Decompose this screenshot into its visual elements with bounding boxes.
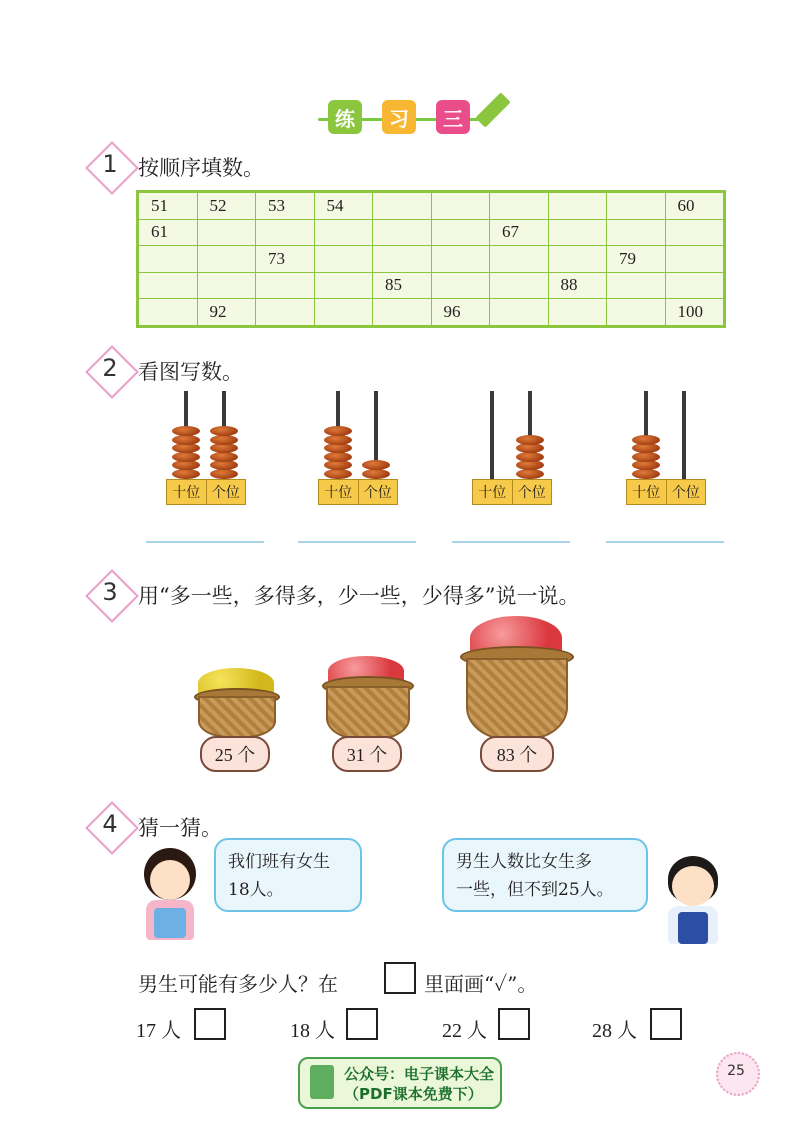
grid-cell-blank[interactable] xyxy=(197,272,256,299)
section-3-number: 3 xyxy=(102,578,118,606)
boy-speech-line-1: 男生人数比女生多 xyxy=(456,852,592,872)
ones-bead xyxy=(362,460,390,470)
section-2-marker xyxy=(90,350,130,390)
girl-apron xyxy=(154,908,186,938)
question-text-b: 里面画“✓”。 xyxy=(424,972,538,996)
tens-bead xyxy=(324,460,352,470)
grid-cell-filled: 100 xyxy=(665,299,724,326)
ones-bead xyxy=(516,469,544,479)
boy-speech-bubble xyxy=(442,838,648,912)
grid-cell-blank[interactable] xyxy=(431,272,490,299)
grid-cell-blank[interactable] xyxy=(256,219,315,246)
ones-bead xyxy=(516,452,544,462)
section-1-instruction: 按顺序填数。 xyxy=(138,156,264,180)
grid-cell-blank[interactable] xyxy=(431,193,490,220)
grid-cell-filled: 92 xyxy=(197,299,256,326)
girl-speech-bubble xyxy=(214,838,362,912)
tens-bead xyxy=(632,460,660,470)
option-label-1: 17 人 xyxy=(136,1020,181,1042)
option-checkbox-3[interactable] xyxy=(498,1008,530,1040)
grid-cell-blank[interactable] xyxy=(314,219,373,246)
grid-row xyxy=(139,299,724,326)
grid-cell-filled: 53 xyxy=(256,193,315,220)
page-number: 25 xyxy=(727,1063,745,1079)
basket-body xyxy=(466,658,568,740)
ones-place-label: 个位 xyxy=(671,485,700,501)
tens-bead xyxy=(172,426,200,436)
boy-speech-line-2: 一些，但不到25人。 xyxy=(456,880,614,900)
ones-bead xyxy=(362,469,390,479)
grid-cell-filled: 96 xyxy=(431,299,490,326)
book-icon xyxy=(310,1065,334,1099)
grid-cell-filled: 85 xyxy=(373,272,432,299)
tens-bead xyxy=(632,443,660,453)
grid-cell-filled: 73 xyxy=(256,246,315,273)
grid-cell-blank[interactable] xyxy=(665,246,724,273)
grid-cell-blank[interactable] xyxy=(373,219,432,246)
section-3-marker xyxy=(90,574,130,614)
tens-bead xyxy=(632,435,660,445)
grid-cell-filled: 52 xyxy=(197,193,256,220)
grid-cell-filled: 67 xyxy=(490,219,549,246)
ones-bead xyxy=(210,452,238,462)
grid-cell-blank[interactable] xyxy=(139,272,198,299)
pencil-icon xyxy=(475,92,510,127)
grid-cell-blank[interactable] xyxy=(665,272,724,299)
grid-cell-filled: 60 xyxy=(665,193,724,220)
option-checkbox-1[interactable] xyxy=(194,1008,226,1040)
grid-cell-blank[interactable] xyxy=(548,299,607,326)
footer-line-2: （PDF课本免费下） xyxy=(344,1085,483,1103)
grid-cell-blank[interactable] xyxy=(431,219,490,246)
grid-cell-blank[interactable] xyxy=(607,272,666,299)
section-2-instruction: 看图写数。 xyxy=(138,360,243,384)
grid-row xyxy=(139,219,724,246)
number-grid-table xyxy=(138,192,724,326)
basket-count-3: 83 个 xyxy=(480,736,554,772)
title-char-2: 习 xyxy=(382,100,416,134)
tens-bead xyxy=(324,426,352,436)
answer-line-3[interactable] xyxy=(452,541,570,543)
basket-body xyxy=(198,696,276,738)
grid-cell-blank[interactable] xyxy=(373,193,432,220)
grid-row xyxy=(139,193,724,220)
grid-cell-blank[interactable] xyxy=(665,219,724,246)
answer-line-4[interactable] xyxy=(606,541,724,543)
tens-rod xyxy=(490,391,494,480)
option-label-3: 22 人 xyxy=(442,1020,487,1042)
grid-cell-blank[interactable] xyxy=(314,299,373,326)
ones-bead xyxy=(210,435,238,445)
grid-cell-blank[interactable] xyxy=(607,299,666,326)
ones-place-label: 个位 xyxy=(363,485,392,501)
section-4-marker xyxy=(90,806,130,846)
option-checkbox-4[interactable] xyxy=(650,1008,682,1040)
title-char-3: 三 xyxy=(436,100,470,134)
grid-cell-blank[interactable] xyxy=(431,246,490,273)
grid-cell-blank[interactable] xyxy=(490,272,549,299)
tens-bead xyxy=(324,469,352,479)
answer-line-2[interactable] xyxy=(298,541,416,543)
tens-bead xyxy=(324,452,352,462)
grid-cell-filled: 79 xyxy=(607,246,666,273)
tens-place-label: 十位 xyxy=(627,480,667,504)
grid-cell-blank[interactable] xyxy=(548,193,607,220)
grid-cell-filled: 51 xyxy=(139,193,198,220)
grid-cell-blank[interactable] xyxy=(548,219,607,246)
tens-place-label: 十位 xyxy=(473,480,513,504)
grid-row xyxy=(139,272,724,299)
tens-bead xyxy=(324,443,352,453)
abacus-base xyxy=(318,479,398,505)
girl-speech-line-2: 18人。 xyxy=(228,880,284,900)
grid-cell-blank[interactable] xyxy=(314,246,373,273)
boy-illustration xyxy=(656,856,732,946)
grid-cell-filled: 61 xyxy=(139,219,198,246)
basket-count-2: 31 个 xyxy=(332,736,402,772)
ones-place-label: 个位 xyxy=(211,485,240,501)
section-1-marker xyxy=(90,146,130,186)
grid-cell-blank[interactable] xyxy=(373,246,432,273)
question-text-a: 男生可能有多少人？在 xyxy=(138,972,338,996)
page-number-badge xyxy=(712,1052,760,1092)
grid-cell-blank[interactable] xyxy=(490,193,549,220)
grid-cell-blank[interactable] xyxy=(256,272,315,299)
grid-cell-blank[interactable] xyxy=(607,193,666,220)
abacus-base xyxy=(626,479,706,505)
grid-cell-filled: 88 xyxy=(548,272,607,299)
section-1-number: 1 xyxy=(102,150,118,178)
tens-bead xyxy=(172,469,200,479)
tens-bead xyxy=(632,452,660,462)
girl-speech-line-1: 我们班有女生 xyxy=(228,852,330,872)
abacus-base xyxy=(472,479,552,505)
tens-bead xyxy=(172,443,200,453)
ones-bead xyxy=(210,426,238,436)
option-checkbox-2[interactable] xyxy=(346,1008,378,1040)
abacus-base xyxy=(166,479,246,505)
grid-cell-blank[interactable] xyxy=(197,246,256,273)
tens-place-label: 十位 xyxy=(167,480,207,504)
grid-cell-blank[interactable] xyxy=(314,272,373,299)
answer-line-1[interactable] xyxy=(146,541,264,543)
grid-cell-blank[interactable] xyxy=(490,299,549,326)
number-grid xyxy=(136,190,726,328)
tens-bead xyxy=(172,460,200,470)
ones-bead xyxy=(210,469,238,479)
option-label-2: 18 人 xyxy=(290,1020,335,1042)
section-4-instruction: 猜一猜。 xyxy=(138,816,222,840)
grid-cell-blank[interactable] xyxy=(139,246,198,273)
grid-cell-filled: 54 xyxy=(314,193,373,220)
boy-vest xyxy=(678,912,708,944)
tens-bead xyxy=(632,469,660,479)
grid-cell-blank[interactable] xyxy=(548,246,607,273)
grid-cell-blank[interactable] xyxy=(139,299,198,326)
grid-cell-blank[interactable] xyxy=(373,299,432,326)
section-3-instruction: 用“多一些，多得多，少一些，少得多”说一说。 xyxy=(138,584,580,608)
girl-face xyxy=(150,860,190,900)
ones-bead xyxy=(210,443,238,453)
girl-illustration xyxy=(130,848,212,942)
basket-count-1: 25 个 xyxy=(200,736,270,772)
grid-cell-blank[interactable] xyxy=(256,299,315,326)
tens-bead xyxy=(324,435,352,445)
ones-bead xyxy=(516,435,544,445)
grid-cell-blank[interactable] xyxy=(607,219,666,246)
boy-face xyxy=(672,866,714,906)
ones-bead xyxy=(516,460,544,470)
footer-watermark xyxy=(298,1057,502,1109)
tens-bead xyxy=(172,435,200,445)
ones-rod xyxy=(682,391,686,480)
section-4-number: 4 xyxy=(102,810,118,838)
basket-body xyxy=(326,686,410,740)
grid-row xyxy=(139,246,724,273)
tens-place-label: 十位 xyxy=(319,480,359,504)
option-label-4: 28 人 xyxy=(592,1020,637,1042)
ones-bead xyxy=(210,460,238,470)
ones-bead xyxy=(516,443,544,453)
grid-cell-blank[interactable] xyxy=(197,219,256,246)
ones-place-label: 个位 xyxy=(517,485,546,501)
tens-bead xyxy=(172,452,200,462)
grid-cell-blank[interactable] xyxy=(490,246,549,273)
exercise-title xyxy=(318,92,518,140)
example-checkbox xyxy=(384,962,416,994)
title-char-1: 练 xyxy=(328,100,362,134)
footer-line-1: 公众号：电子课本大全 xyxy=(344,1065,495,1083)
section-2-number: 2 xyxy=(102,354,118,382)
